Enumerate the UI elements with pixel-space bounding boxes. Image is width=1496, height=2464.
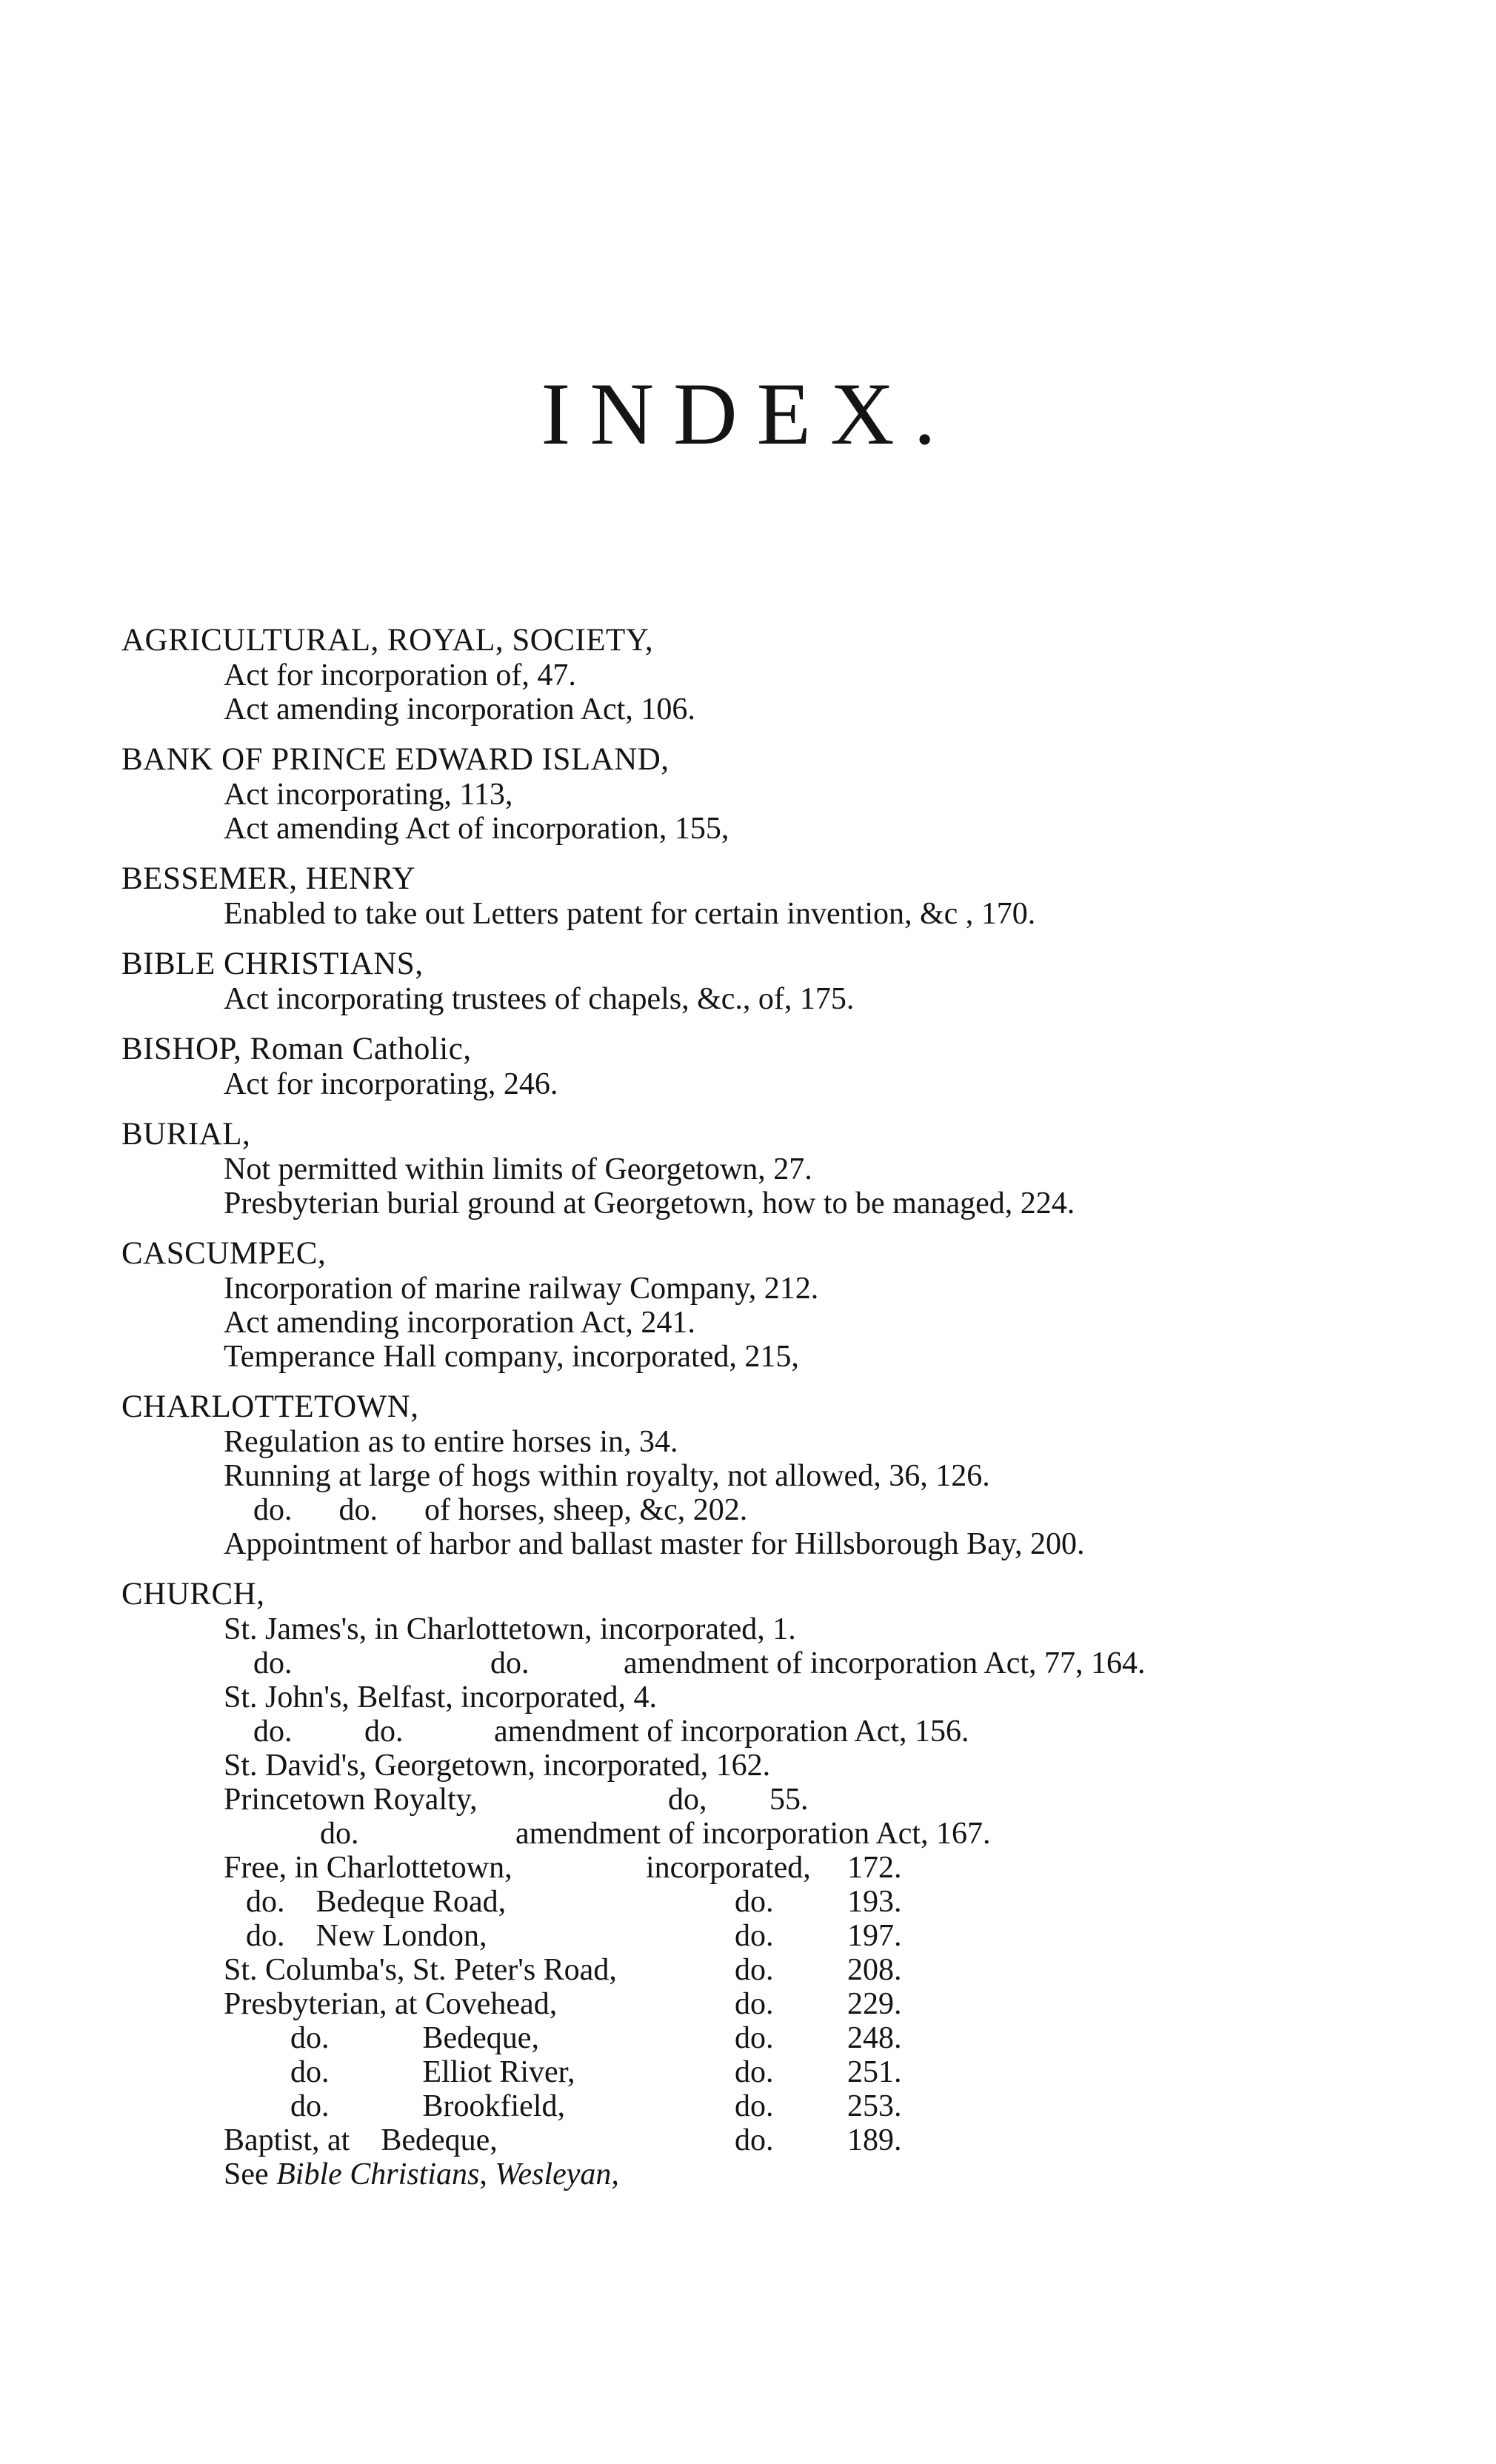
page-number: 172. <box>847 1851 902 1885</box>
ditto-mark: do. <box>735 1885 774 1919</box>
church-name: St. Columba's, St. Peter's Road, <box>224 1953 617 1987</box>
church-name: do. Bedeque, <box>290 2021 539 2055</box>
ditto-mark: do. <box>490 1646 530 1680</box>
index-entry-bible-christians <box>121 946 1469 1016</box>
entry-line: Regulation as to entire horses in, 34. <box>224 1425 678 1459</box>
entry-heading: BIBLE CHRISTIANS, <box>121 946 424 981</box>
church-name: Baptist, at Bedeque, <box>224 2123 498 2157</box>
church-name: Presbyterian, at Covehead, <box>224 1987 558 2021</box>
page-number: 248. <box>847 2021 902 2055</box>
entry-line: Temperance Hall company, incorporated, 215, <box>224 1340 799 1374</box>
entry-line <box>121 1715 1469 1749</box>
see-separator: , <box>479 2157 495 2191</box>
entry-line: do. do. of horses, sheep, &c, 202. <box>253 1493 748 1527</box>
entry-text: amendment of incorporation Act, 156. <box>494 1715 969 1749</box>
page-title: INDEX. <box>541 364 955 463</box>
ditto-mark: do. <box>320 1817 359 1851</box>
cross-reference <box>121 2157 1469 2191</box>
entry-line: Running at large of hogs within royalty, not allowed, 36, 126. <box>224 1459 990 1493</box>
entry-line: St. James's, in Charlottetown, incorporated, 1. <box>224 1612 796 1646</box>
table-row <box>121 1987 1469 2021</box>
entry-heading: BURIAL, <box>121 1117 251 1152</box>
index-entry-bessemer <box>121 861 1469 931</box>
table-row <box>121 2021 1469 2055</box>
page-number: 193. <box>847 1885 902 1919</box>
entry-heading: BESSEMER, HENRY <box>121 861 415 896</box>
index-entry-bishop <box>121 1031 1469 1101</box>
page-number: 197. <box>847 1919 902 1953</box>
index-list <box>121 622 1469 2206</box>
ditto-mark: do. <box>253 1715 293 1749</box>
index-entry-agricultural <box>121 622 1469 727</box>
entry-line <box>121 1646 1469 1680</box>
entry-heading: AGRICULTURAL, ROYAL, SOCIETY, <box>121 623 654 658</box>
church-name: do. Bedeque Road, <box>246 1885 507 1919</box>
ditto-mark: do. <box>735 1953 774 1987</box>
page-number: 253. <box>847 2089 902 2123</box>
entry-line: St. David's, Georgetown, incorporated, 162. <box>224 1749 771 1783</box>
table-row <box>121 2123 1469 2157</box>
see-ref-bible-christians: Bible Christians <box>276 2157 480 2191</box>
entry-heading: BANK OF PRINCE EDWARD ISLAND, <box>121 742 669 777</box>
table-row <box>121 1953 1469 1987</box>
table-row <box>121 1885 1469 1919</box>
page-number: 229. <box>847 1987 902 2021</box>
table-row <box>121 2055 1469 2089</box>
status: incorporated, <box>646 1851 811 1885</box>
table-row <box>121 1851 1469 1885</box>
church-name: Free, in Charlottetown, <box>224 1851 512 1885</box>
church-name: do. Brookfield, <box>290 2089 565 2123</box>
entry-heading: CHURCH, <box>121 1577 265 1612</box>
page-number: 208. <box>847 1953 902 1987</box>
ditto-mark: do. <box>735 2123 774 2157</box>
see-ref-wesleyan: Wesleyan, <box>495 2157 619 2191</box>
entry-line: Appointment of harbor and ballast master for Hillsborough Bay, 200. <box>224 1527 1085 1561</box>
entry-line: Act amending incorporation Act, 241. <box>224 1306 695 1340</box>
entry-line: Enabled to take out Letters patent for certain invention, &c , 170. <box>224 897 1036 931</box>
index-entry-church <box>121 1576 1469 2191</box>
church-name: do. Elliot River, <box>290 2055 575 2089</box>
ditto-mark: do. <box>735 2055 774 2089</box>
entry-line <box>121 1783 1469 1817</box>
table-row <box>121 2089 1469 2123</box>
table-row <box>121 1919 1469 1953</box>
entry-line: Act amending Act of incorporation, 155, <box>224 812 729 846</box>
ditto-mark: do. <box>735 2089 774 2123</box>
ditto-mark: do. <box>253 1646 293 1680</box>
entry-line: Act for incorporation of, 47. <box>224 658 576 692</box>
entry-line: Not permitted within limits of Georgetown, 27. <box>224 1152 812 1186</box>
entry-heading: CHARLOTTETOWN, <box>121 1389 419 1424</box>
index-entry-bank <box>121 741 1469 846</box>
entry-line: Presbyterian burial ground at Georgetown, how to be managed, 224. <box>224 1186 1075 1221</box>
entry-line: Incorporation of marine railway Company, 212. <box>224 1272 819 1306</box>
church-name: do. New London, <box>246 1919 487 1953</box>
index-entry-burial <box>121 1116 1469 1221</box>
page-number: 189. <box>847 2123 902 2157</box>
ditto-mark: do. <box>735 1919 774 1953</box>
entry-heading: CASCUMPEC, <box>121 1236 327 1271</box>
entry-line: Act amending incorporation Act, 106. <box>224 692 695 727</box>
ditto-mark: do. <box>735 2021 774 2055</box>
index-entry-charlottetown <box>121 1389 1469 1561</box>
entry-text: amendment of incorporation Act, 77, 164. <box>624 1646 1146 1680</box>
ditto-mark: do, <box>668 1783 707 1817</box>
entry-line: Act for incorporating, 246. <box>224 1067 558 1101</box>
index-entry-cascumpec <box>121 1235 1469 1374</box>
entry-text: Princetown Royalty, <box>224 1783 478 1817</box>
see-label: See <box>224 2157 269 2191</box>
entry-line: Act incorporating, 113, <box>224 778 513 812</box>
ditto-mark: do. <box>364 1715 404 1749</box>
entry-line <box>121 1817 1469 1851</box>
entry-line: Act incorporating trustees of chapels, &c., of, 175. <box>224 982 855 1016</box>
entry-line: St. John's, Belfast, incorporated, 4. <box>224 1680 657 1715</box>
entry-heading: BISHOP, Roman Catholic, <box>121 1032 472 1066</box>
page-number: 55. <box>769 1783 809 1817</box>
entry-text: amendment of incorporation Act, 167. <box>515 1817 991 1851</box>
ditto-mark: do. <box>735 1987 774 2021</box>
page-number: 251. <box>847 2055 902 2089</box>
